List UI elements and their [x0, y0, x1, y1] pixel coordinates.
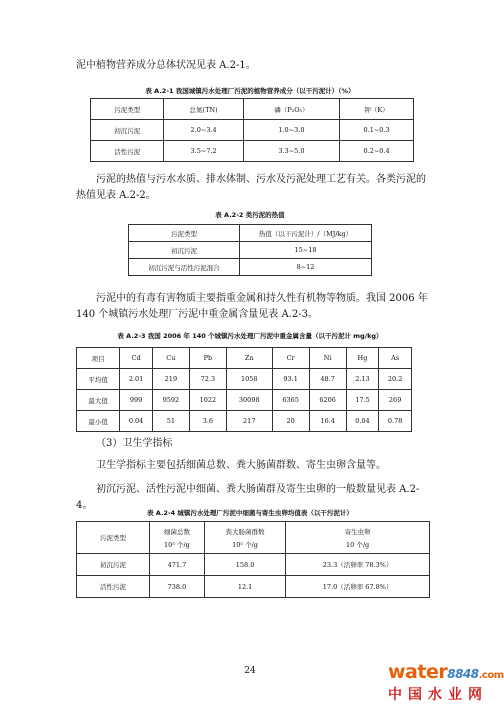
- table1-cell: 0.1~0.3: [340, 120, 414, 141]
- table3-cell: 999: [120, 390, 153, 411]
- table4-cell: 471.7: [150, 554, 205, 576]
- table1-cell: 2.0~3.4: [164, 120, 243, 141]
- table3-cell: 219: [152, 369, 189, 390]
- table2-cell: 初沉污泥与活性污泥混合: [129, 259, 240, 276]
- watermark-chinese: 中国水业网: [388, 687, 488, 703]
- table-row: [77, 576, 430, 598]
- table3-cell: 0.04: [346, 411, 379, 432]
- watermark-logo: [388, 661, 504, 704]
- paragraph-4: （3）卫生学指标: [96, 438, 173, 449]
- table1-header: 污泥类型: [91, 99, 164, 120]
- table4-cell: 17.0（活卵率 67.8%）: [286, 576, 430, 598]
- table3-cell: 2.01: [120, 369, 153, 390]
- table3-header: Pb: [189, 348, 226, 369]
- table2: [128, 224, 372, 276]
- table3-cell: 48.7: [309, 369, 346, 390]
- table4-unit: 10⁵ 个/g: [232, 540, 258, 549]
- table3-cell: 30098: [226, 390, 272, 411]
- table3-cell: 1058: [226, 369, 272, 390]
- table3-cell: 最小值: [77, 411, 120, 432]
- table3-caption: 表 A.2-3 我国 2006 年 140 个城镇污水处理厂污泥中重金属含量（以干污泥计 mg/kg）: [117, 332, 383, 340]
- table3-header: 项目: [77, 348, 120, 369]
- table4-unit: 10⁵ 个/g: [164, 540, 190, 549]
- table3-cell: 72.3: [189, 369, 226, 390]
- table1-cell: 初沉污泥: [91, 120, 164, 141]
- table-row: [91, 141, 414, 162]
- watermark-text: water: [388, 661, 448, 683]
- table3: [76, 347, 412, 432]
- table4-cell: 初沉污泥: [77, 554, 150, 576]
- table4: [76, 521, 430, 598]
- table1-cell: 3.3~5.0: [243, 141, 339, 162]
- paragraph-3: 污泥中的有毒有害物质主要指重金属和持久性有机物等物质。我国 2006 年 140 个城镇污水处理厂污泥中重金属含量见表 A.2-3。: [76, 293, 428, 320]
- table3-cell: 6365: [272, 390, 309, 411]
- table-row: [77, 411, 412, 432]
- table4-header-label: 细菌总数: [163, 527, 190, 536]
- table2-cell: 8~12: [240, 259, 372, 276]
- table3-header: Cd: [120, 348, 153, 369]
- table3-cell: 6206: [309, 390, 346, 411]
- table4-unit: 10 个/g: [346, 540, 370, 549]
- table-row: [77, 554, 430, 576]
- table4-cell: 738.0: [150, 576, 205, 598]
- table3-cell: 3.6: [189, 411, 226, 432]
- table4-header: [204, 522, 285, 554]
- table3-cell: 93.1: [272, 369, 309, 390]
- table2-header: 热值（以干污泥计）/（MJ/kg）: [240, 225, 372, 242]
- page-number: 24: [244, 666, 256, 676]
- table1-caption: 表 A.2-1 我国城镇污水处理厂污泥的植物营养成分（以干污泥计）（%）: [145, 87, 355, 95]
- table4-header-label: 粪大肠菌群数: [225, 527, 265, 536]
- table3-cell: 20.2: [379, 369, 412, 390]
- table4-cell: 158.0: [204, 554, 285, 576]
- table3-cell: 17.5: [346, 390, 379, 411]
- paragraph-6: 初沉污泥、活性污泥中细菌、粪大肠菌群及寄生虫卵的一般数量见表 A.2-4。: [76, 484, 420, 511]
- table2-cell: 15~18: [240, 242, 372, 259]
- table4-cell: 12.1: [204, 576, 285, 598]
- table3-cell: 51: [152, 411, 189, 432]
- table3-cell: 最大值: [77, 390, 120, 411]
- table1-header: 磷（P₂O₅）: [243, 99, 339, 120]
- table-row: [77, 390, 412, 411]
- table3-cell: 20: [272, 411, 309, 432]
- paragraph-5: 卫生学指标主要包括细菌总数、粪大肠菌群数、寄生虫卵含量等。: [96, 460, 386, 471]
- table3-cell: 217: [226, 411, 272, 432]
- table3-cell: 平均值: [77, 369, 120, 390]
- table3-cell: 16.4: [309, 411, 346, 432]
- table1-cell: 1.0~3.0: [243, 120, 339, 141]
- table1-cell: 3.5~7.2: [164, 141, 243, 162]
- table1: [90, 98, 414, 162]
- table4-header-label: 寄生虫卵: [344, 527, 371, 536]
- table-row: [129, 242, 372, 259]
- table1-header: 总氮(TN): [164, 99, 243, 120]
- table3-cell: 9592: [152, 390, 189, 411]
- table1-cell: 活性污泥: [91, 141, 164, 162]
- table4-header: [150, 522, 205, 554]
- table-row: [91, 120, 414, 141]
- table4-caption: 表 A.2-4 城镇污水处理厂污泥中细菌与寄生虫卵均值表（以干污泥计）: [147, 509, 353, 517]
- table3-header: As: [379, 348, 412, 369]
- table2-header: 污泥类型: [129, 225, 240, 242]
- table1-header: 钾（K）: [340, 99, 414, 120]
- paragraph-1: 泥中植物营养成分总体状况见表 A.2-1。: [76, 60, 256, 71]
- table1-cell: 0.2~0.4: [340, 141, 414, 162]
- table3-header: Cr: [272, 348, 309, 369]
- table-row: [129, 259, 372, 276]
- table3-cell: 1022: [189, 390, 226, 411]
- table2-cell: 初沉污泥: [129, 242, 240, 259]
- table4-cell: 活性污泥: [77, 576, 150, 598]
- table3-header: Zn: [226, 348, 272, 369]
- table3-cell: 269: [379, 390, 412, 411]
- table3-cell: 0.04: [120, 411, 153, 432]
- table3-header: Ni: [309, 348, 346, 369]
- table4-cell: 23.3（活卵率 78.3%）: [286, 554, 430, 576]
- watermark-suffix: .com: [478, 670, 504, 681]
- table3-cell: 0.78: [379, 411, 412, 432]
- table4-header: [286, 522, 430, 554]
- table-row: [77, 369, 412, 390]
- table2-caption: 表 A.2-2 类污泥的热值: [215, 211, 285, 219]
- table3-header: Hg: [346, 348, 379, 369]
- paragraph-2: 污泥的热值与污水水质、排水体制、污水及污泥处理工艺有关。各类污泥的热值见表 A.2-2。: [76, 174, 426, 201]
- table3-cell: 2.13: [346, 369, 379, 390]
- table3-header: Cu: [152, 348, 189, 369]
- watermark-number: 8848: [447, 667, 479, 681]
- table4-header: 污泥类型: [77, 522, 150, 554]
